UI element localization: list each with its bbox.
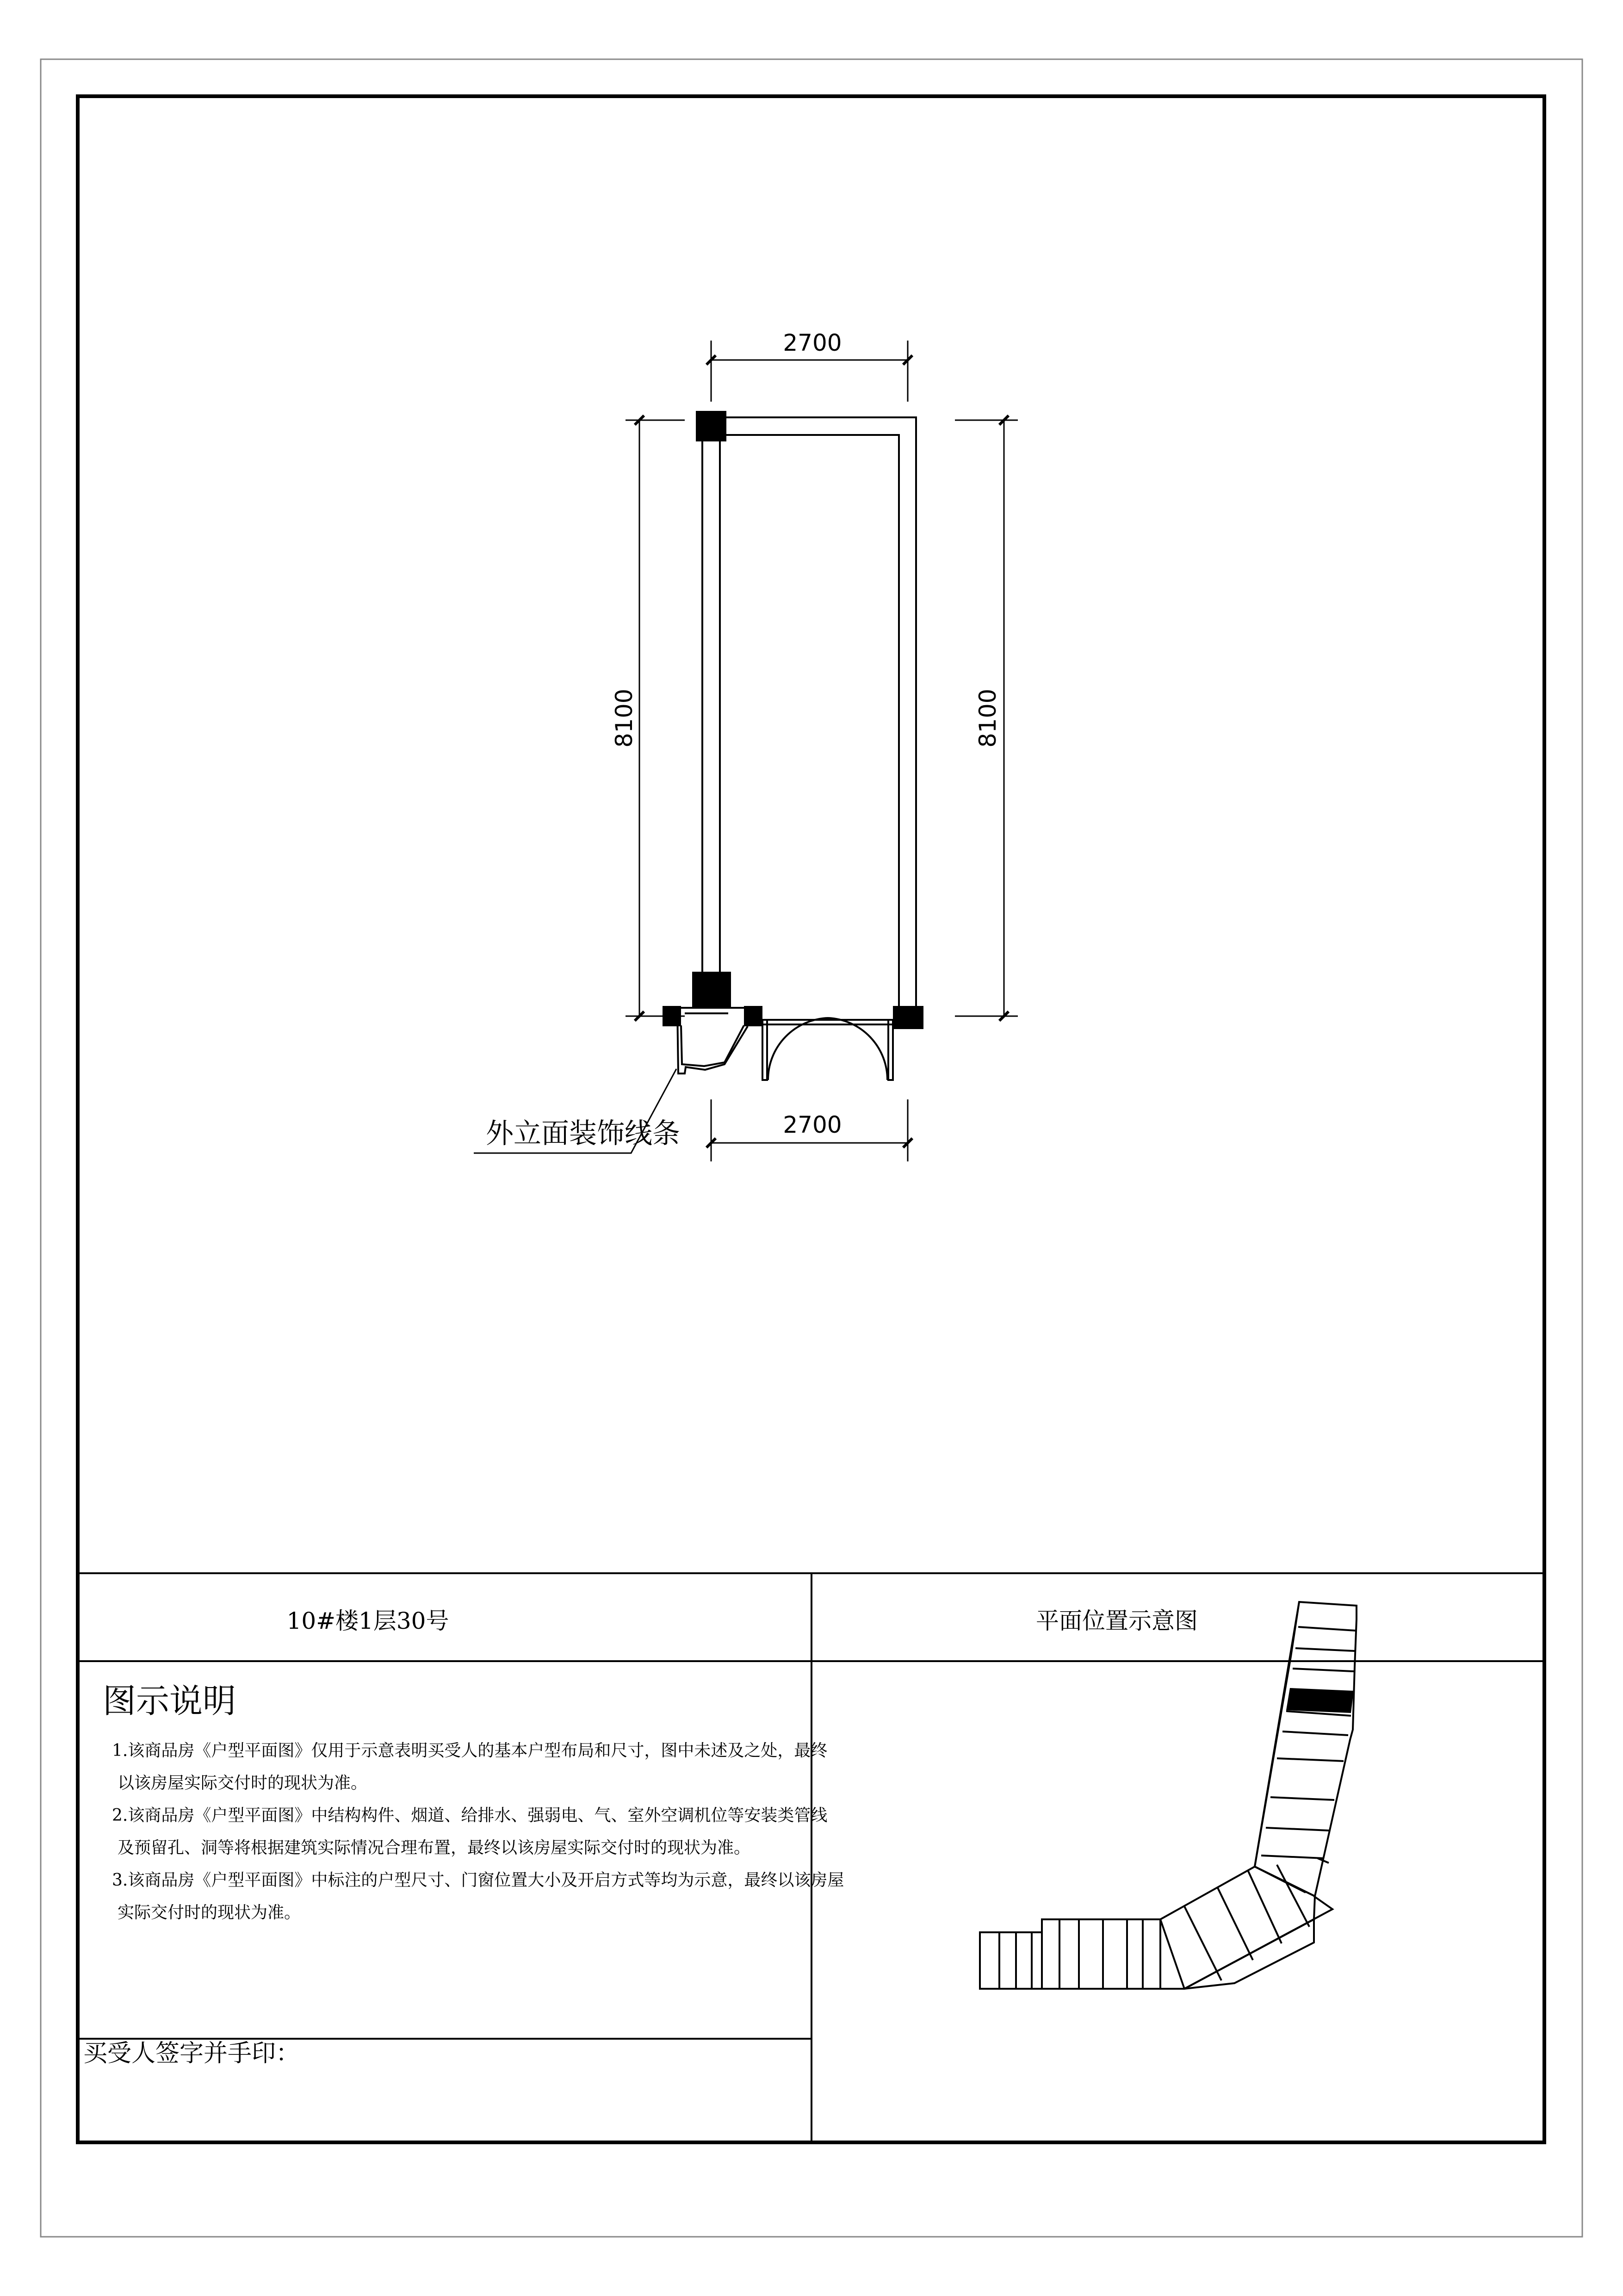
double-door [762,1018,893,1080]
signature-label: 买受人签字并手印： [83,2040,300,2067]
legend-title: 图示说明 [103,1682,236,1720]
unit-name: 10#楼1层30号 [286,1607,449,1634]
note-line: 1.该商品房《户型平面图》仅用于示意表明买受人的基本户型布局和尺寸，图中未述及之处，最终 [112,1741,828,1760]
current-unit-marker [1286,1688,1354,1713]
dim-right-text: 8100 [974,689,1001,748]
dim-bottom-text: 2700 [783,1111,842,1138]
note-line: 及预留孔、洞等将根据建筑实际情况合理布置，最终以该房屋实际交付时的现状为准。 [118,1838,751,1857]
unit-plan [474,341,1018,1161]
facade-moulding [677,1008,748,1074]
note-line: 3.该商品房《户型平面图》中标注的户型尺寸、门窗位置大小及开启方式等均为示意，最终以该房屋 [112,1871,844,1890]
note-line: 2.该商品房《户型平面图》中结构构件、烟道、给排水、强弱电、气、室外空调机位等安装类管线 [112,1806,828,1825]
unit-walls [702,417,916,1012]
dim-left-text: 8100 [611,689,638,748]
note-line: 以该房屋实际交付时的现状为准。 [118,1774,368,1793]
dim-top-text: 2700 [783,329,842,356]
note-line: 实际交付时的现状为准。 [118,1903,301,1922]
site-position-plan [980,1602,1357,1989]
site-plan-label: 平面位置示意图 [1036,1607,1198,1634]
facade-callout-text: 外立面装饰线条 [486,1117,680,1150]
dimension-lines [626,341,1018,1161]
